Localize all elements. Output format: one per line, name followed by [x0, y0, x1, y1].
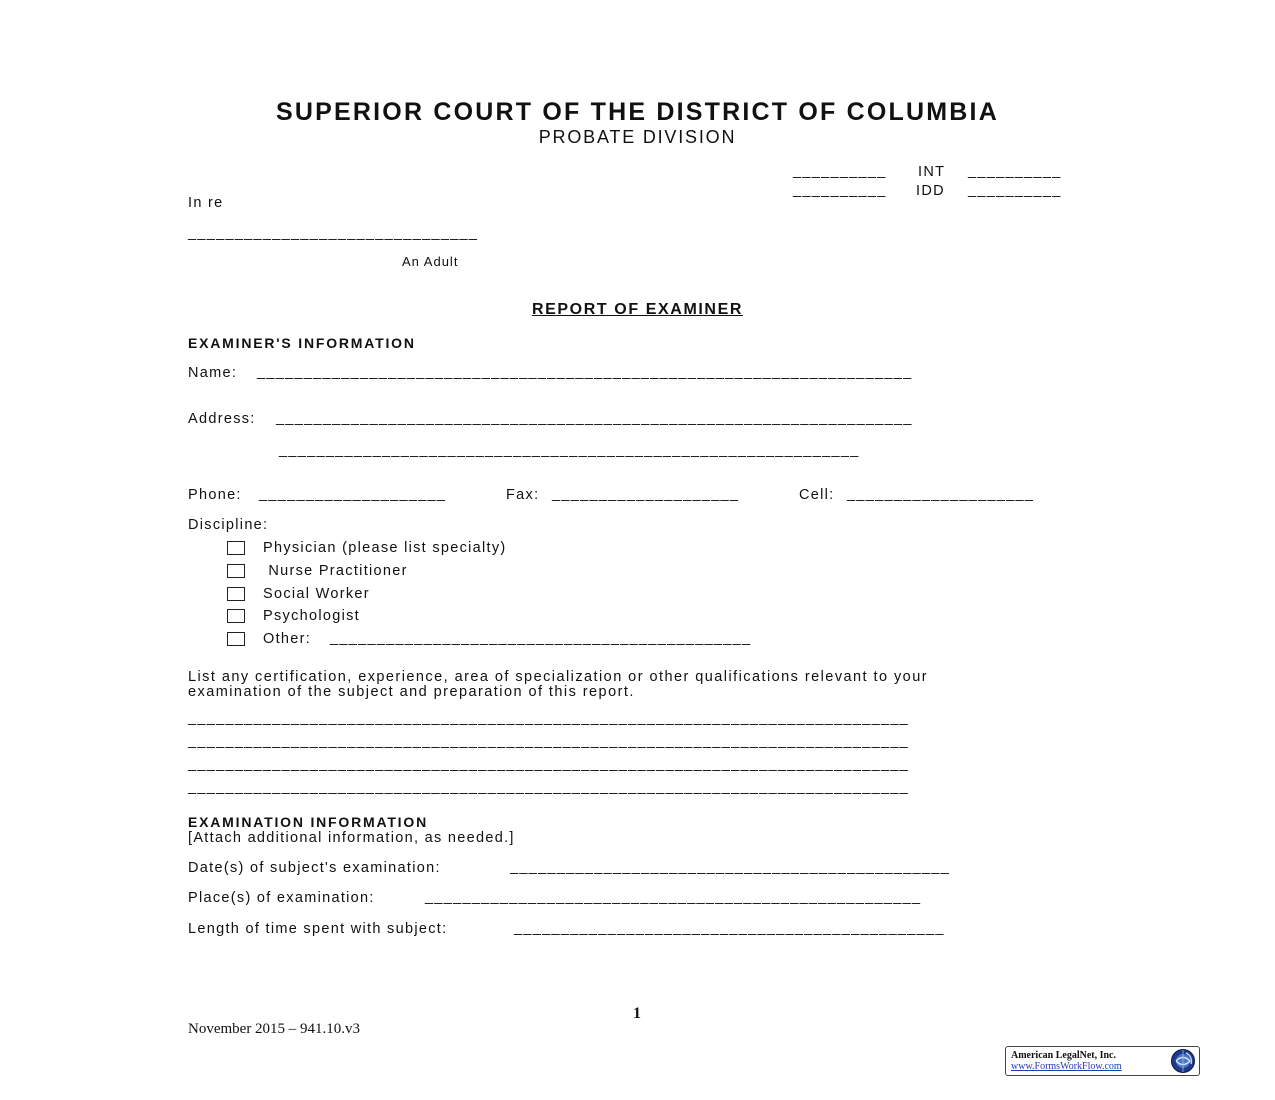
- form-title: REPORT OF EXAMINER: [531, 301, 744, 318]
- fax-label: Fax:: [506, 487, 540, 503]
- cell-label: Cell:: [799, 487, 835, 503]
- subject-label: An Adult: [402, 254, 459, 269]
- globe-icon: [1170, 1048, 1196, 1074]
- qualifications-prompt-line2: examination of the subject and preparation of this report.: [188, 684, 635, 700]
- examination-length-field[interactable]: ______________________________________________: [514, 920, 945, 936]
- name-label: Name:: [188, 365, 238, 381]
- other-option-label: Other:: [263, 631, 312, 647]
- division-title: PROBATE DIVISION: [538, 127, 737, 147]
- logo-company-name: American LegalNet, Inc.: [1011, 1050, 1116, 1061]
- qualifications-field-line4[interactable]: _____________________________________________________________________________: [188, 779, 910, 795]
- examiner-section-heading: EXAMINER'S INFORMATION: [188, 335, 416, 351]
- american-legalnet-logo[interactable]: [1005, 1046, 1200, 1076]
- idd-suffix-field[interactable]: __________: [968, 182, 1062, 198]
- logo-website-link[interactable]: www.FormsWorkFlow.com: [1011, 1061, 1122, 1072]
- phone-label: Phone:: [188, 487, 242, 503]
- name-field[interactable]: ______________________________________________________________________: [257, 364, 913, 380]
- nurse-practitioner-checkbox[interactable]: [227, 564, 245, 578]
- discipline-label: Discipline:: [188, 517, 269, 533]
- page-number: 1: [633, 1005, 641, 1022]
- fax-field[interactable]: ____________________: [552, 486, 740, 502]
- court-title: SUPERIOR COURT OF THE DISTRICT OF COLUMBIA: [276, 98, 999, 126]
- nurse-practitioner-option-label: Nurse Practitioner: [263, 563, 408, 579]
- qualifications-field-line3[interactable]: _____________________________________________________________________________: [188, 756, 910, 772]
- examination-section-heading: EXAMINATION INFORMATION: [188, 814, 428, 830]
- qualifications-field-line1[interactable]: _____________________________________________________________________________: [188, 710, 910, 726]
- physician-option-label: Physician (please list specialty): [263, 540, 507, 556]
- idd-prefix-field[interactable]: __________: [793, 182, 887, 198]
- examination-dates-label: Date(s) of subject's examination:: [188, 860, 441, 876]
- psychologist-checkbox[interactable]: [227, 609, 245, 623]
- examination-dates-field[interactable]: _______________________________________________: [510, 859, 951, 875]
- int-prefix-field[interactable]: __________: [793, 163, 887, 179]
- subject-name-field[interactable]: _______________________________: [188, 225, 479, 241]
- int-label: INT: [918, 164, 946, 180]
- physician-checkbox[interactable]: [227, 541, 245, 555]
- social-worker-checkbox[interactable]: [227, 587, 245, 601]
- examination-place-field[interactable]: _____________________________________________________: [425, 889, 922, 905]
- idd-label: IDD: [916, 183, 945, 199]
- psychologist-option-label: Psychologist: [263, 608, 360, 624]
- examination-length-label: Length of time spent with subject:: [188, 921, 448, 937]
- qualifications-prompt-line1: List any certification, experience, area of specialization or other qualifications relevant to your: [188, 669, 928, 685]
- other-checkbox[interactable]: [227, 632, 245, 646]
- in-re-label: In re: [188, 195, 224, 211]
- examination-note: [Attach additional information, as needed.]: [188, 830, 515, 846]
- form-revision: November 2015 – 941.10.v3: [188, 1021, 361, 1037]
- address-label: Address:: [188, 411, 256, 427]
- other-discipline-field[interactable]: _____________________________________________: [330, 630, 752, 646]
- cell-field[interactable]: ____________________: [847, 486, 1035, 502]
- address-field-line1[interactable]: ____________________________________________________________________: [276, 410, 913, 426]
- phone-field[interactable]: ____________________: [259, 486, 447, 502]
- address-field-line2[interactable]: ______________________________________________________________: [279, 442, 860, 458]
- social-worker-option-label: Social Worker: [263, 586, 370, 602]
- int-suffix-field[interactable]: __________: [968, 163, 1062, 179]
- examination-place-label: Place(s) of examination:: [188, 890, 375, 906]
- qualifications-field-line2[interactable]: _____________________________________________________________________________: [188, 733, 910, 749]
